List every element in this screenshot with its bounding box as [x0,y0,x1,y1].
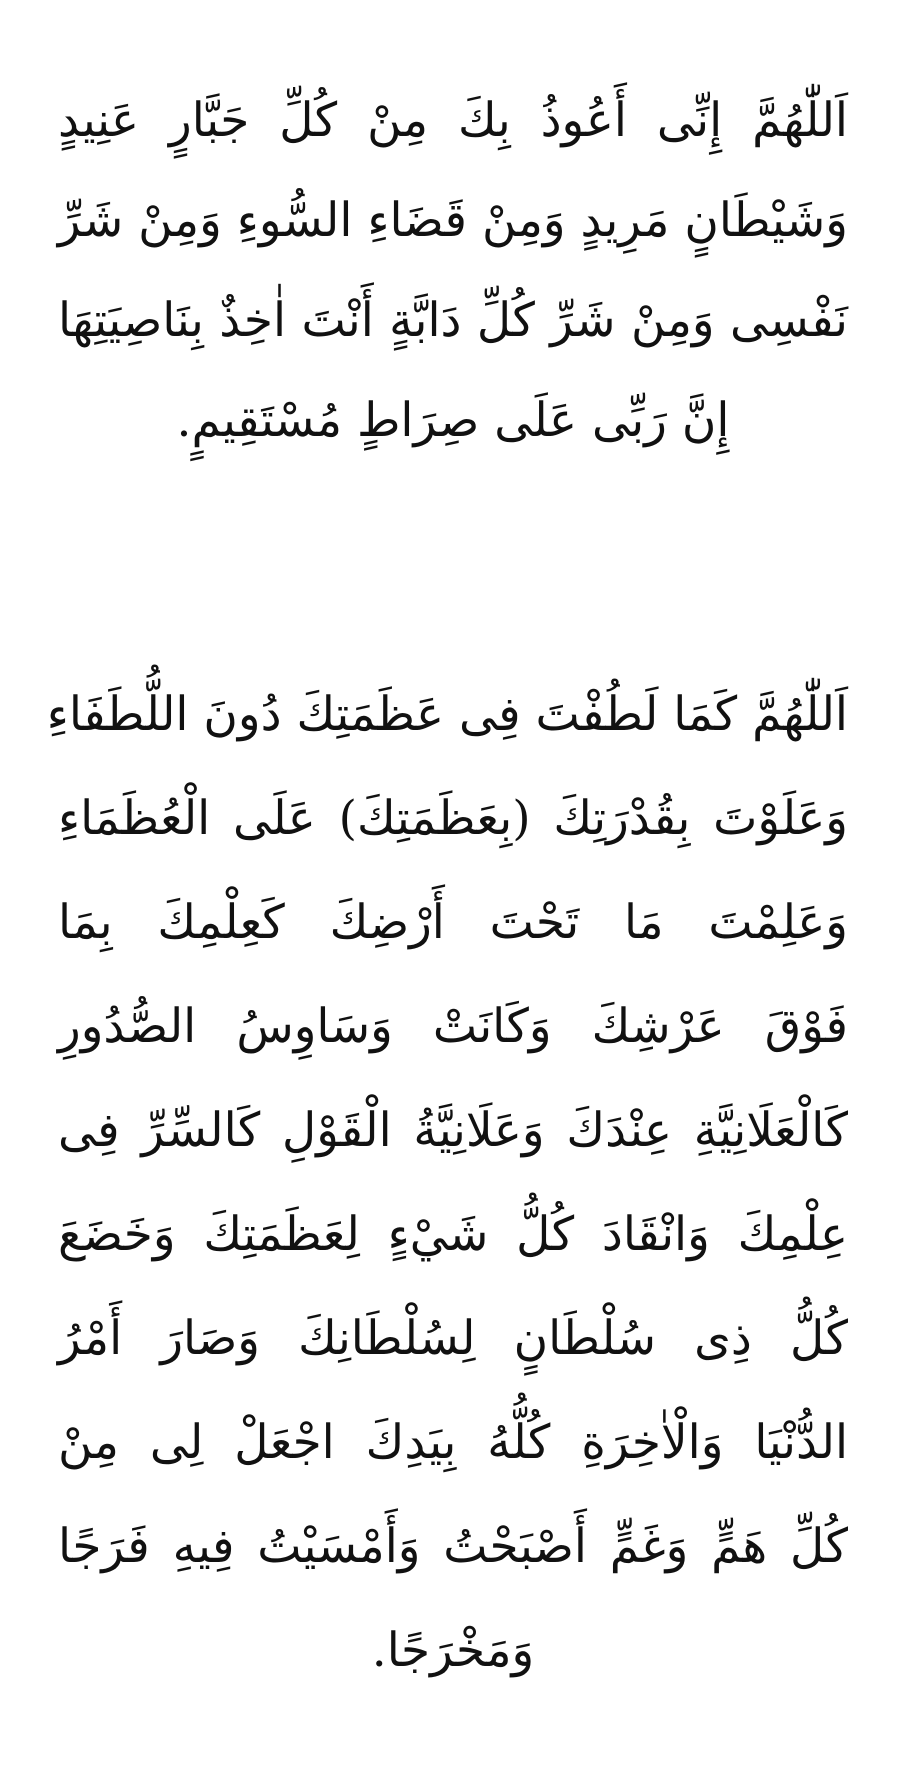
prayer-paragraph-1 [58,92,848,492]
text-line: فَوْقَ عَرْشِكَ وَكَانَتْ وَسَاوِسُ الصُّدُورِ [58,999,848,1054]
text-line: كُلِّ هَمٍّ وَغَمٍّ أَصْبَحْتُ وَأَمْسَيْتُ فِيهِ فَرَجًا [58,1519,848,1574]
text-line: وَعَلَوْتَ بِقُدْرَتِكَ (بِعَظَمَتِكَ) عَلَى الْعُظَمَاءِ [58,791,848,846]
text-line: كَالْعَلَانِيَّةِ عِنْدَكَ وَعَلَانِيَّةُ الْقَوْلِ كَالسِّرِّ فِى [58,1103,848,1158]
text-line: كُلُّ ذِى سُلْطَانٍ لِسُلْطَانِكَ وَصَارَ أَمْرُ [58,1311,848,1366]
text-line: إِنَّ رَبِّى عَلَى صِرَاطٍ مُسْتَقِيمٍ. [176,393,730,448]
prayer-paragraph-2 [46,686,848,1726]
text-line: اَللّٰهُمَّ إِنِّى أَعُوذُ بِكَ مِنْ كُلِّ جَبَّارٍ عَنِيدٍ [58,93,848,148]
text-line: وَعَلِمْتَ مَا تَحْتَ أَرْضِكَ كَعِلْمِكَ بِمَا [58,895,848,950]
text-line: عِلْمِكَ وَانْقَادَ كُلُّ شَيْءٍ لِعَظَمَتِكَ وَخَضَعَ [58,1207,848,1262]
text-line: الدُّنْيَا وَالْاٰخِرَةِ كُلُّهُ بِيَدِكَ اجْعَلْ لِى مِنْ [58,1415,848,1470]
text-line: وَمَخْرَجًا. [371,1623,535,1678]
text-line: اَللّٰهُمَّ كَمَا لَطُفْتَ فِى عَظَمَتِكَ دُونَ اللُّطَفَاءِ [46,687,848,742]
text-line: وَشَيْطَانٍ مَرِيدٍ وَمِنْ قَضَاءِ السُّوءِ وَمِنْ شَرِّ [57,193,848,248]
text-line: نَفْسِى وَمِنْ شَرِّ كُلِّ دَابَّةٍ أَنْتَ اٰخِذٌ بِنَاصِيَتِهَا [58,293,848,348]
